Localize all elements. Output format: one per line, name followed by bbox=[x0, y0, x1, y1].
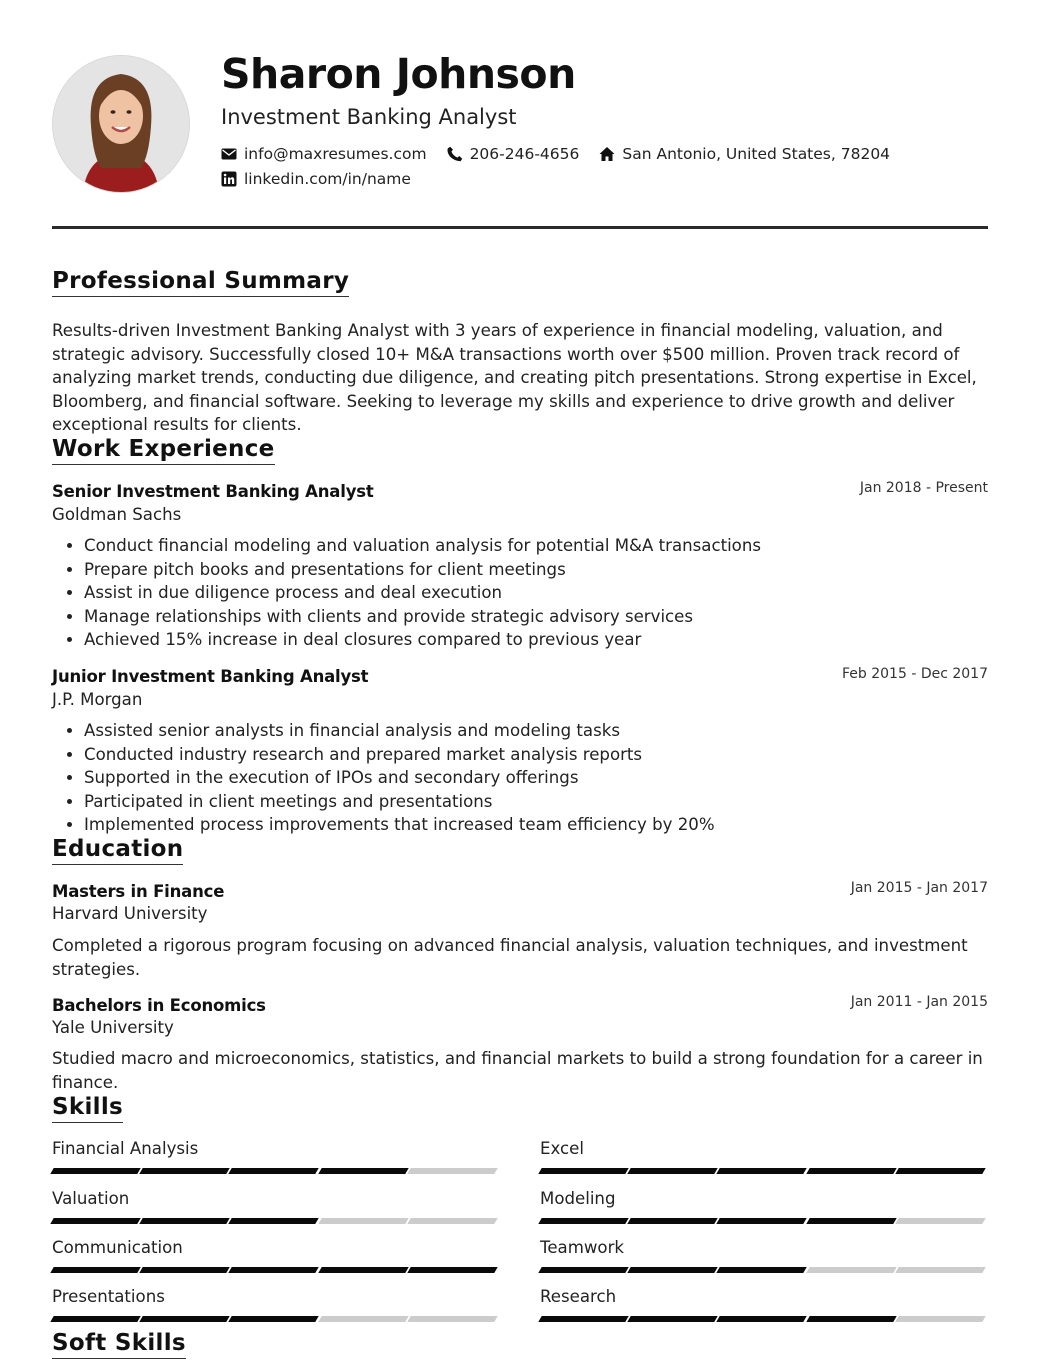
skill-level-segment bbox=[895, 1168, 985, 1174]
skill-level-segment bbox=[139, 1218, 229, 1224]
skill-level-bar bbox=[52, 1168, 498, 1174]
skill-level-segment bbox=[895, 1267, 985, 1273]
skill-level-bar bbox=[540, 1168, 986, 1174]
list-item: • Manage relationships with clients and provide strategic advisory services bbox=[84, 605, 761, 629]
list-item: • Prepare pitch books and presentations for client meetings bbox=[84, 558, 761, 582]
skill-level-segment bbox=[139, 1168, 229, 1174]
contact-email[interactable] bbox=[221, 145, 427, 163]
degree-description: Completed a rigorous program focusing on advanced financial analysis, valuation techniques, and investment strategies. bbox=[52, 936, 968, 979]
job-dates: Jan 2018 - Present bbox=[859, 480, 988, 496]
skill-level-segment bbox=[895, 1218, 985, 1224]
degree-dates: Jan 2011 - Jan 2015 bbox=[850, 994, 988, 1010]
job-title: Senior Investment Banking Analyst bbox=[52, 482, 374, 501]
skill-item bbox=[540, 1189, 986, 1224]
skill-name: Valuation bbox=[52, 1189, 130, 1208]
skill-item bbox=[52, 1139, 498, 1174]
list-item: • Supported in the execution of IPOs and secondary offerings bbox=[84, 766, 715, 790]
envelope-icon bbox=[221, 146, 237, 162]
skill-level-segment bbox=[717, 1218, 807, 1224]
skill-item bbox=[52, 1238, 498, 1273]
linkedin-text: linkedin.com/in/name bbox=[244, 170, 411, 188]
list-item: • Participated in client meetings and presentations bbox=[84, 790, 715, 814]
degree-title: Masters in Finance bbox=[52, 882, 225, 901]
skills-heading: Skills bbox=[52, 1094, 123, 1123]
phone-text: 206-246-4656 bbox=[469, 145, 580, 163]
profile-photo bbox=[52, 55, 190, 193]
education-heading: Education bbox=[52, 836, 183, 865]
skill-name: Research bbox=[540, 1287, 617, 1306]
header-divider bbox=[52, 226, 988, 229]
job-bullets bbox=[52, 719, 715, 837]
skill-level-segment bbox=[318, 1316, 408, 1322]
summary-heading: Professional Summary bbox=[52, 268, 349, 297]
skill-item bbox=[52, 1189, 498, 1224]
job-company: J.P. Morgan bbox=[52, 690, 143, 709]
contact-linkedin[interactable] bbox=[221, 170, 411, 188]
skill-level-segment bbox=[318, 1267, 408, 1273]
skill-name: Financial Analysis bbox=[52, 1139, 199, 1158]
job-bullets bbox=[52, 534, 761, 652]
contact-location bbox=[599, 145, 890, 163]
list-item: • Implemented process improvements that increased team efficiency by 20% bbox=[84, 813, 715, 837]
skill-level-segment bbox=[407, 1267, 497, 1273]
skill-level-segment bbox=[229, 1267, 319, 1273]
list-item: • Assisted senior analysts in financial analysis and modeling tasks bbox=[84, 719, 715, 743]
skill-level-segment bbox=[50, 1316, 140, 1322]
skill-level-segment bbox=[50, 1218, 140, 1224]
skill-item bbox=[540, 1287, 986, 1322]
skill-level-bar bbox=[52, 1218, 498, 1224]
experience-heading: Work Experience bbox=[52, 436, 275, 465]
skill-level-segment bbox=[627, 1168, 717, 1174]
skill-level-segment bbox=[806, 1267, 896, 1273]
contact-phone[interactable] bbox=[447, 145, 580, 163]
contact-row-2 bbox=[221, 170, 431, 188]
skill-level-segment bbox=[407, 1168, 497, 1174]
skill-level-segment bbox=[806, 1218, 896, 1224]
degree-dates: Jan 2015 - Jan 2017 bbox=[850, 880, 988, 896]
summary-text: Results-driven Investment Banking Analyst with 3 years of experience in financial modeling, valuation, and strategic advisory. Successfully closed 10+ M&A transactions worth over $500 million. Proven track record of analyzing market trends, conducting due diligence, and creating pitch presentations. Strong expertise in Excel, Bloomberg, and financial software. Seeking to leverage my skills and experience to drive growth and deliver exceptional results for clients. bbox=[52, 321, 977, 435]
skill-level-segment bbox=[139, 1267, 229, 1273]
job-dates: Feb 2015 - Dec 2017 bbox=[842, 666, 988, 682]
candidate-title: Investment Banking Analyst bbox=[221, 105, 517, 129]
skill-level-segment bbox=[407, 1316, 497, 1322]
location-text: San Antonio, United States, 78204 bbox=[622, 145, 891, 163]
skill-level-segment bbox=[407, 1218, 497, 1224]
skill-level-segment bbox=[806, 1168, 896, 1174]
skill-item bbox=[540, 1238, 986, 1273]
skill-level-segment bbox=[229, 1218, 319, 1224]
list-item: • Assist in due diligence process and deal execution bbox=[84, 581, 761, 605]
degree-title: Bachelors in Economics bbox=[52, 996, 266, 1015]
phone-icon bbox=[447, 146, 463, 162]
home-icon bbox=[599, 146, 615, 162]
skill-level-bar bbox=[540, 1218, 986, 1224]
skill-level-segment bbox=[318, 1168, 408, 1174]
skill-level-segment bbox=[139, 1316, 229, 1322]
skill-level-segment bbox=[895, 1316, 985, 1322]
skill-level-segment bbox=[538, 1267, 628, 1273]
skill-level-bar bbox=[540, 1267, 986, 1273]
skill-level-segment bbox=[50, 1168, 140, 1174]
skill-level-segment bbox=[318, 1218, 408, 1224]
skill-level-segment bbox=[538, 1168, 628, 1174]
skill-level-bar bbox=[540, 1316, 986, 1322]
skill-level-segment bbox=[50, 1267, 140, 1273]
skill-name: Excel bbox=[540, 1139, 584, 1158]
degree-description: Studied macro and microeconomics, statistics, and financial markets to build a strong foundation for a career in finance. bbox=[52, 1049, 983, 1092]
skill-level-segment bbox=[717, 1267, 807, 1273]
list-item: • Achieved 15% increase in deal closures compared to previous year bbox=[84, 628, 761, 652]
skill-level-segment bbox=[717, 1168, 807, 1174]
list-item: • Conduct financial modeling and valuation analysis for potential M&A transactions bbox=[84, 534, 761, 558]
skill-name: Presentations bbox=[52, 1287, 165, 1306]
soft-skills-heading: Soft Skills bbox=[52, 1330, 186, 1359]
school-name: Harvard University bbox=[52, 904, 208, 923]
skill-level-segment bbox=[717, 1316, 807, 1322]
skill-level-segment bbox=[538, 1316, 628, 1322]
list-item: • Conducted industry research and prepared market analysis reports bbox=[84, 743, 715, 767]
job-title: Junior Investment Banking Analyst bbox=[52, 667, 369, 686]
skill-name: Communication bbox=[52, 1238, 183, 1257]
skill-item bbox=[540, 1139, 986, 1174]
skill-level-segment bbox=[229, 1316, 319, 1322]
skill-level-bar bbox=[52, 1267, 498, 1273]
skill-level-segment bbox=[627, 1316, 717, 1322]
school-name: Yale University bbox=[52, 1018, 174, 1037]
skill-level-bar bbox=[52, 1316, 498, 1322]
linkedin-icon bbox=[221, 171, 237, 187]
skill-level-segment bbox=[627, 1218, 717, 1224]
candidate-name: Sharon Johnson bbox=[221, 50, 576, 98]
skill-name: Teamwork bbox=[540, 1238, 625, 1257]
job-company: Goldman Sachs bbox=[52, 505, 182, 524]
skill-level-segment bbox=[229, 1168, 319, 1174]
contact-row bbox=[221, 145, 910, 163]
email-text: info@maxresumes.com bbox=[244, 145, 427, 163]
skill-item bbox=[52, 1287, 498, 1322]
skill-level-segment bbox=[806, 1316, 896, 1322]
skill-level-segment bbox=[538, 1218, 628, 1224]
skill-level-segment bbox=[627, 1267, 717, 1273]
skill-name: Modeling bbox=[540, 1189, 616, 1208]
